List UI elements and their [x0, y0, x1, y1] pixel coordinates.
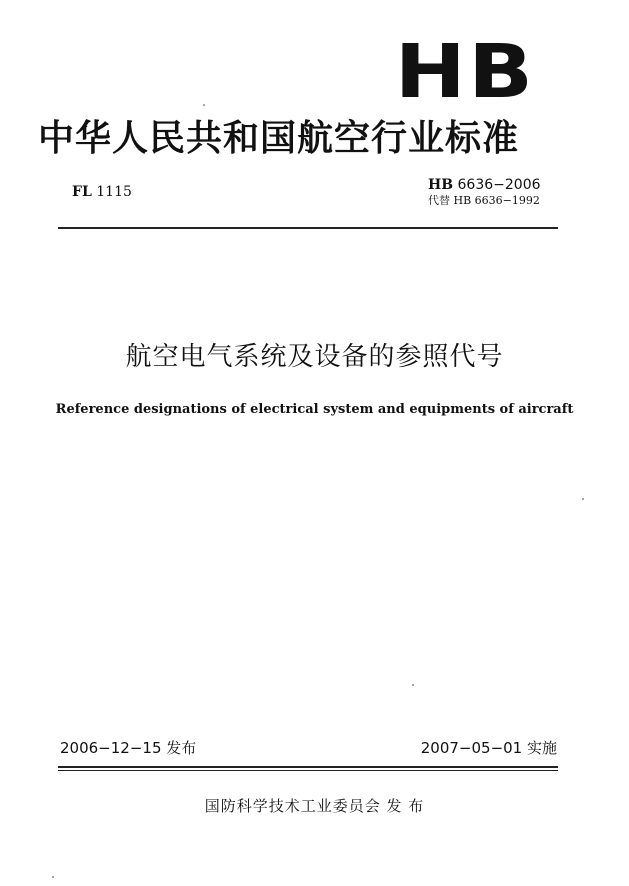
replaces-standard: 代替 HB 6636−1992	[428, 194, 540, 207]
classification-prefix: FL	[72, 184, 92, 200]
scan-speck	[582, 498, 584, 500]
document-title-cn: 航空电气系统及设备的参照代号	[125, 342, 504, 372]
classification-number: 1115	[96, 184, 132, 200]
classification-code	[72, 183, 132, 201]
footer-divider	[58, 766, 558, 768]
implementation-date: 2007−05−01 实施	[420, 739, 557, 757]
organization-title: 中华人民共和国航空行业标准	[38, 118, 520, 159]
scan-speck	[412, 684, 414, 686]
issue-date: 2006−12−15 发布	[60, 739, 197, 757]
standard-code: 6636−2006	[457, 177, 541, 193]
header-divider	[58, 227, 558, 229]
standard-number	[428, 176, 541, 194]
standard-prefix: HB	[428, 177, 454, 193]
issuing-authority: 国防科学技术工业委员会 发 布	[204, 797, 425, 815]
document-title-en: Reference designations of electrical system and equipments of aircraft	[55, 402, 574, 417]
footer-divider-thin	[58, 770, 558, 771]
scan-speck	[203, 104, 205, 106]
hb-logo: HB	[394, 29, 536, 115]
scan-speck	[52, 876, 54, 878]
